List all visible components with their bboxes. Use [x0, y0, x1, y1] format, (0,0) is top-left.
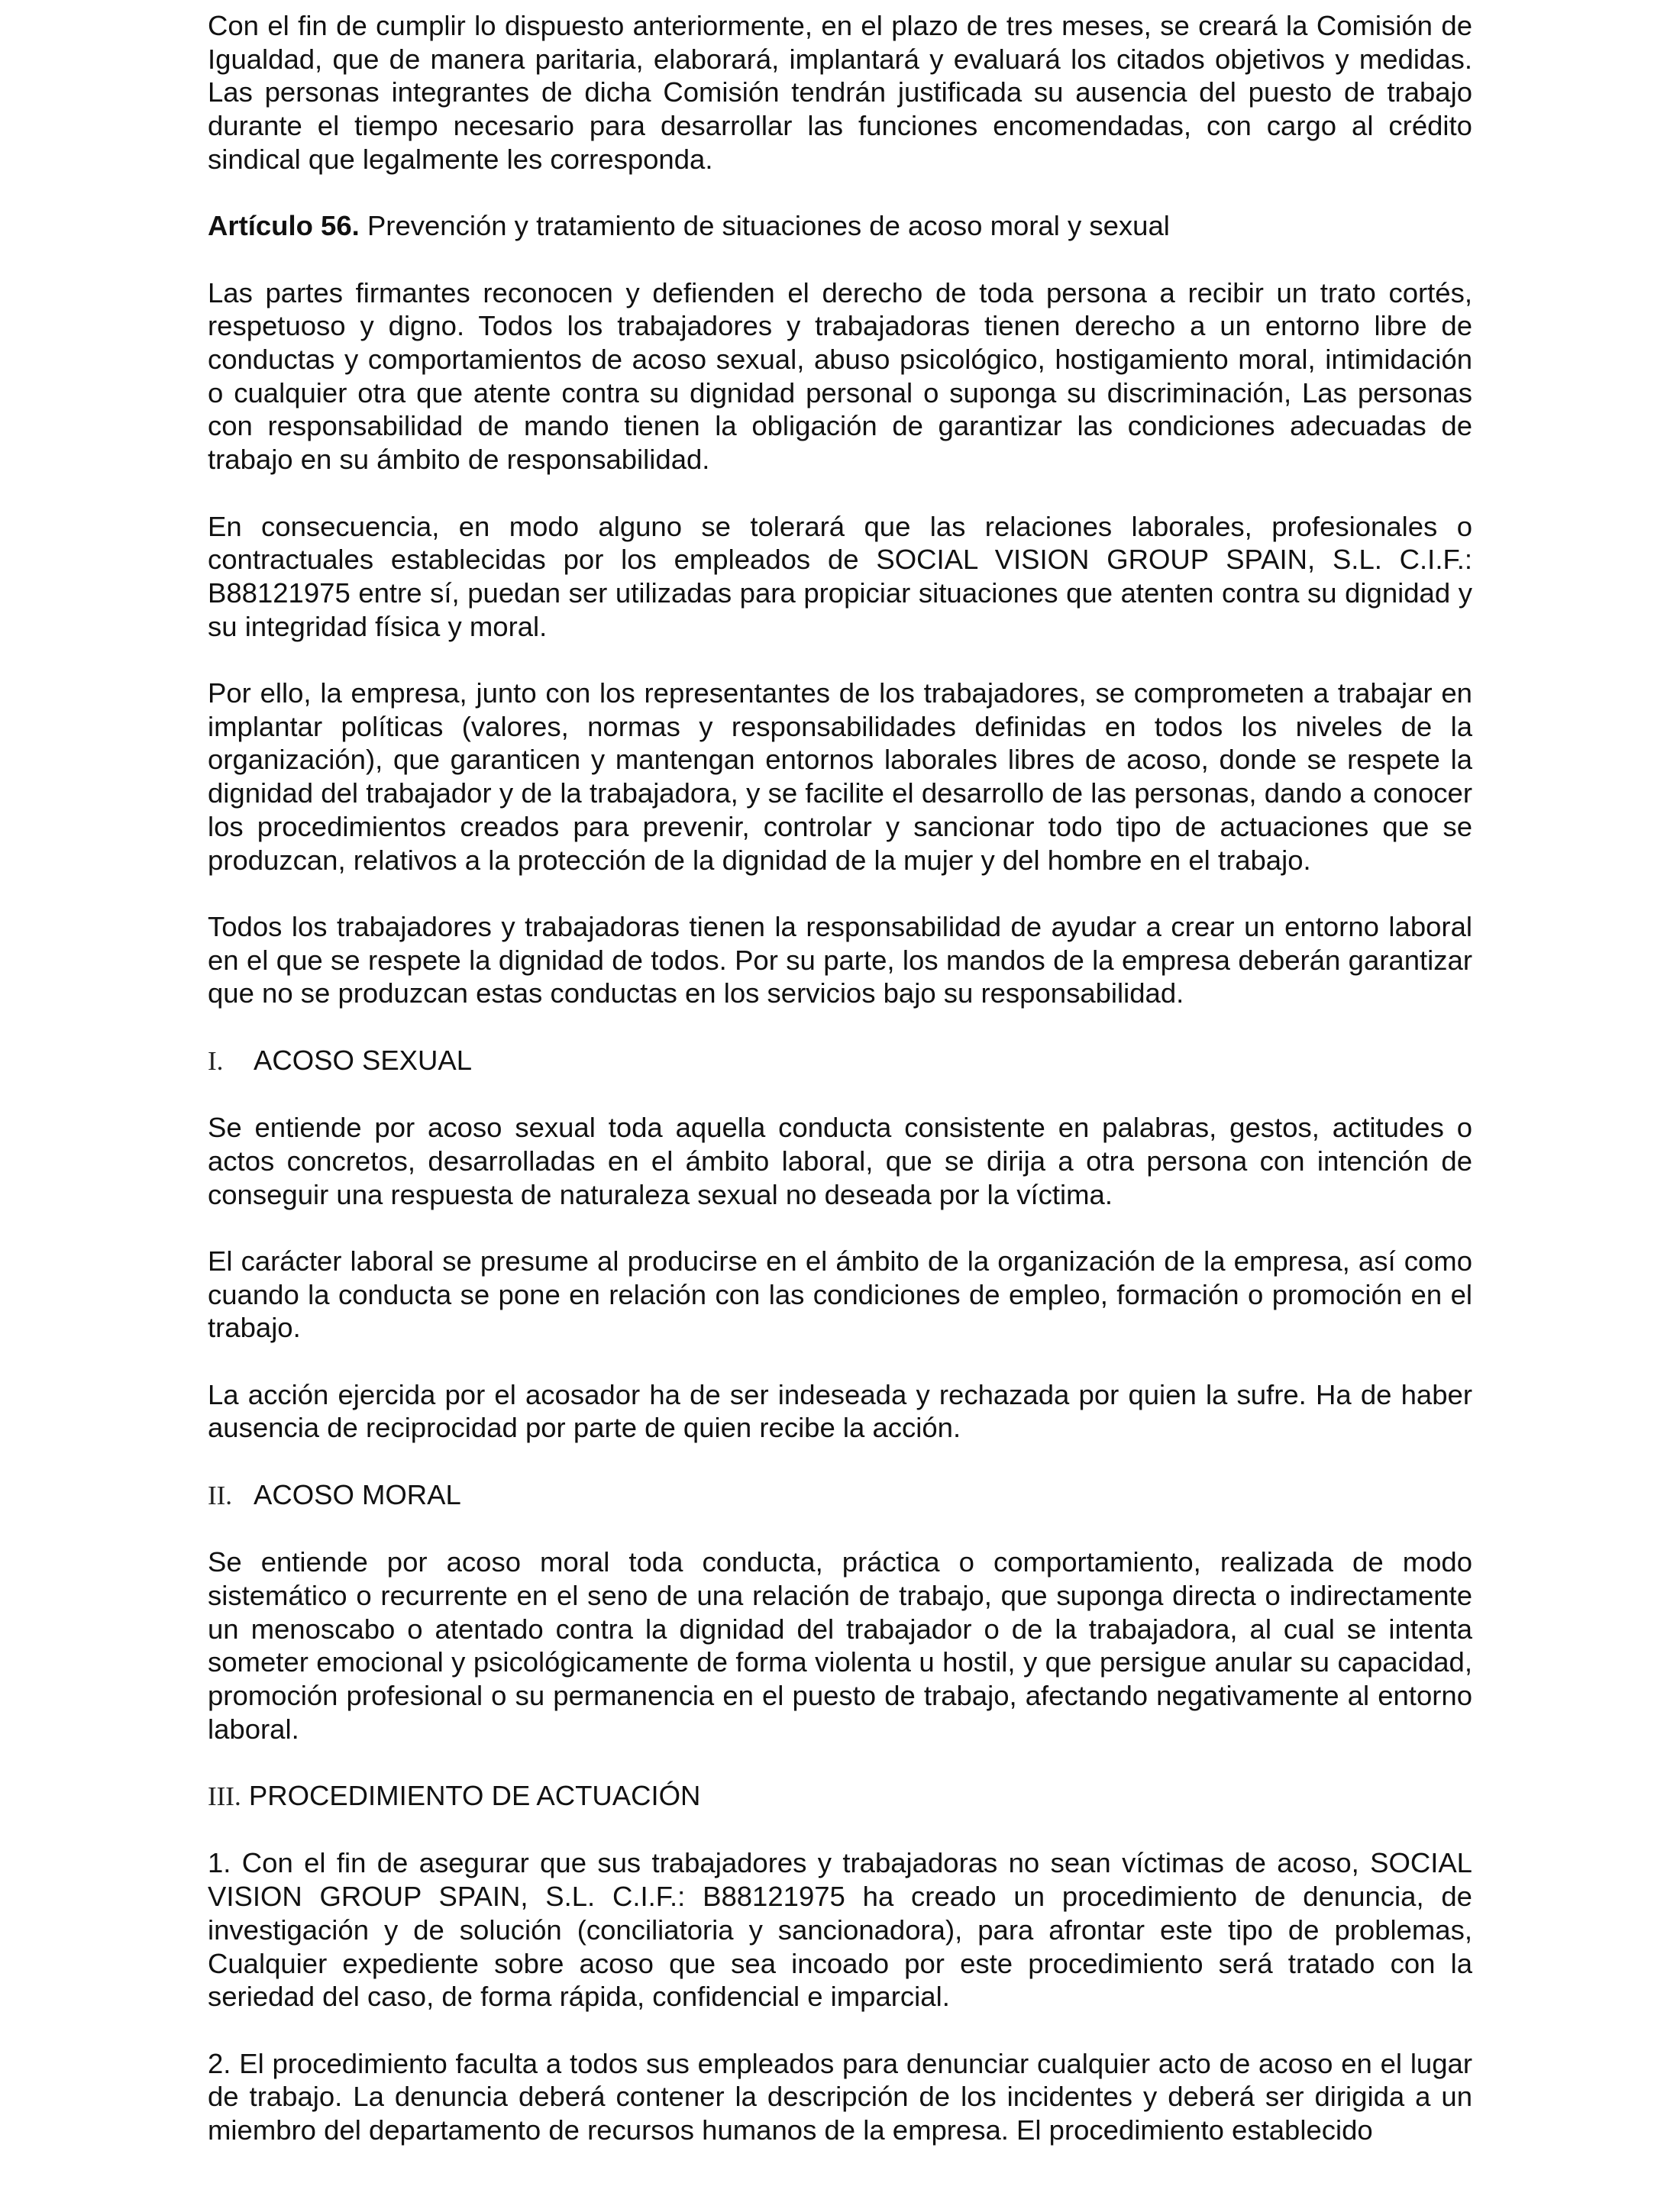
- section-paragraph: La acción ejercida por el acosador ha de ser indeseada y rechazada por quien la sufre. Ha de haber ausencia de reciprocidad por parte de quien recibe la acción.: [208, 1378, 1472, 1444]
- section-paragraph: Se entiende por acoso moral toda conducta, práctica o comportamiento, realizada de modo sistemático o recurrente en el seno de una relación de trabajo, que suponga directa o indirectamente un menoscabo o atentado contra la dignidad del trabajador o de la trabajadora, al cual se intenta someter emocional y psicológicamente de forma violenta u hostil, y que persigue anular su capacidad, promoción profesional o su permanencia en el puesto de trabajo, afectando negativamente al entorno laboral.: [208, 1546, 1472, 1745]
- section-paragraph: 1. Con el fin de asegurar que sus trabajadores y trabajadoras no sean víctimas de acoso, SOCIAL VISION GROUP SPAIN, S.L. C.I.F.: B88121975 ha creado un procedimiento de denuncia, de investigación y de solución (conciliatoria y sancionadora), para afrontar este tipo de problemas, Cualquier expediente sobre acoso que sea incoado por este procedimiento será tratado con la seriedad del caso, de forma rápida, confidencial e imparcial.: [208, 1847, 1472, 2013]
- section-heading-acoso-moral: [208, 1478, 1472, 1513]
- section-title: ACOSO SEXUAL: [254, 1044, 473, 1076]
- article-paragraph: Por ello, la empresa, junto con los representantes de los trabajadores, se comprometen a trabajar en implantar políticas (valores, normas y responsabilidades definidas en todos los niveles de la organización), que garanticen y mantengan entornos laborales libres de acoso, donde se respete la dignidad del trabajador y de la trabajadora, y se facilite el desarrollo de las personas, dando a conocer los procedimientos creados para prevenir, controlar y sancionar todo tipo de actuaciones que se produzcan, relativos a la protección de la dignidad de la mujer y del hombre en el trabajo.: [208, 677, 1472, 876]
- section-numeral: II.: [208, 1480, 233, 1510]
- section-heading-acoso-sexual: [208, 1044, 1472, 1078]
- section-title: PROCEDIMIENTO DE ACTUACIÓN: [248, 1780, 701, 1812]
- article-label: Artículo 56.: [208, 210, 360, 242]
- article-paragraph: Las partes firmantes reconocen y defienden el derecho de toda persona a recibir un trato cortés, respetuoso y digno. Todos los trabajadores y trabajadoras tienen derecho a un entorno libre de conductas y comportamientos de acoso sexual, abuso psicológico, hostigamiento moral, intimidación o cualquier otra que atente contra su dignidad personal o suponga su discriminación, Las personas con responsabilidad de mando tienen la obligación de garantizar las condiciones adecuadas de trabajo en su ámbito de responsabilidad.: [208, 276, 1472, 476]
- section-title: ACOSO MORAL: [254, 1478, 461, 1510]
- document-page: [208, 9, 1472, 2147]
- article-title: Prevención y tratamiento de situaciones de acoso moral y sexual: [367, 210, 1170, 242]
- section-numeral: III.: [208, 1781, 241, 1812]
- section-numeral: I.: [208, 1045, 224, 1076]
- article-paragraph: Todos los trabajadores y trabajadoras tienen la responsabilidad de ayudar a crear un entorno laboral en el que se respete la dignidad de todos. Por su parte, los mandos de la empresa deberán garantizar que no se produzcan estas conductas en los servicios bajo su responsabilidad.: [208, 910, 1472, 1009]
- article-heading: [208, 209, 1472, 243]
- section-heading-procedimiento: [208, 1779, 1472, 1814]
- section-paragraph: Se entiende por acoso sexual toda aquella conducta consistente en palabras, gestos, actitudes o actos concretos, desarrolladas en el ámbito laboral, que se dirija a otra persona con intención de conseguir una respuesta de naturaleza sexual no deseada por la víctima.: [208, 1112, 1472, 1210]
- section-paragraph: El carácter laboral se presume al producirse en el ámbito de la organización de la empresa, así como cuando la conducta se pone en relación con las condiciones de empleo, formación o promoción en el trabajo.: [208, 1245, 1472, 1344]
- section-paragraph: 2. El procedimiento faculta a todos sus empleados para denunciar cualquier acto de acoso en el lugar de trabajo. La denuncia deberá contener la descripción de los incidentes y deberá ser dirigida a un miembro del departamento de recursos humanos de la empresa. El procedimiento establecido: [208, 2047, 1472, 2146]
- article-paragraph: En consecuencia, en modo alguno se tolerará que las relaciones laborales, profesionales o contractuales establecidas por los empleados de SOCIAL VISION GROUP SPAIN, S.L. C.I.F.: B88121975 entre sí, puedan ser utilizadas para propiciar situaciones que atenten contra su dignidad y su integridad física y moral.: [208, 510, 1472, 642]
- intro-paragraph: Con el fin de cumplir lo dispuesto anteriormente, en el plazo de tres meses, se creará la Comisión de Igualdad, que de manera paritaria, elaborará, implantará y evaluará los citados objetivos y medidas. Las personas integrantes de dicha Comisión tendrán justificada su ausencia del puesto de trabajo durante el tiempo necesario para desarrollar las funciones encomendadas, con cargo al crédito sindical que legalmente les corresponda.: [208, 10, 1472, 175]
